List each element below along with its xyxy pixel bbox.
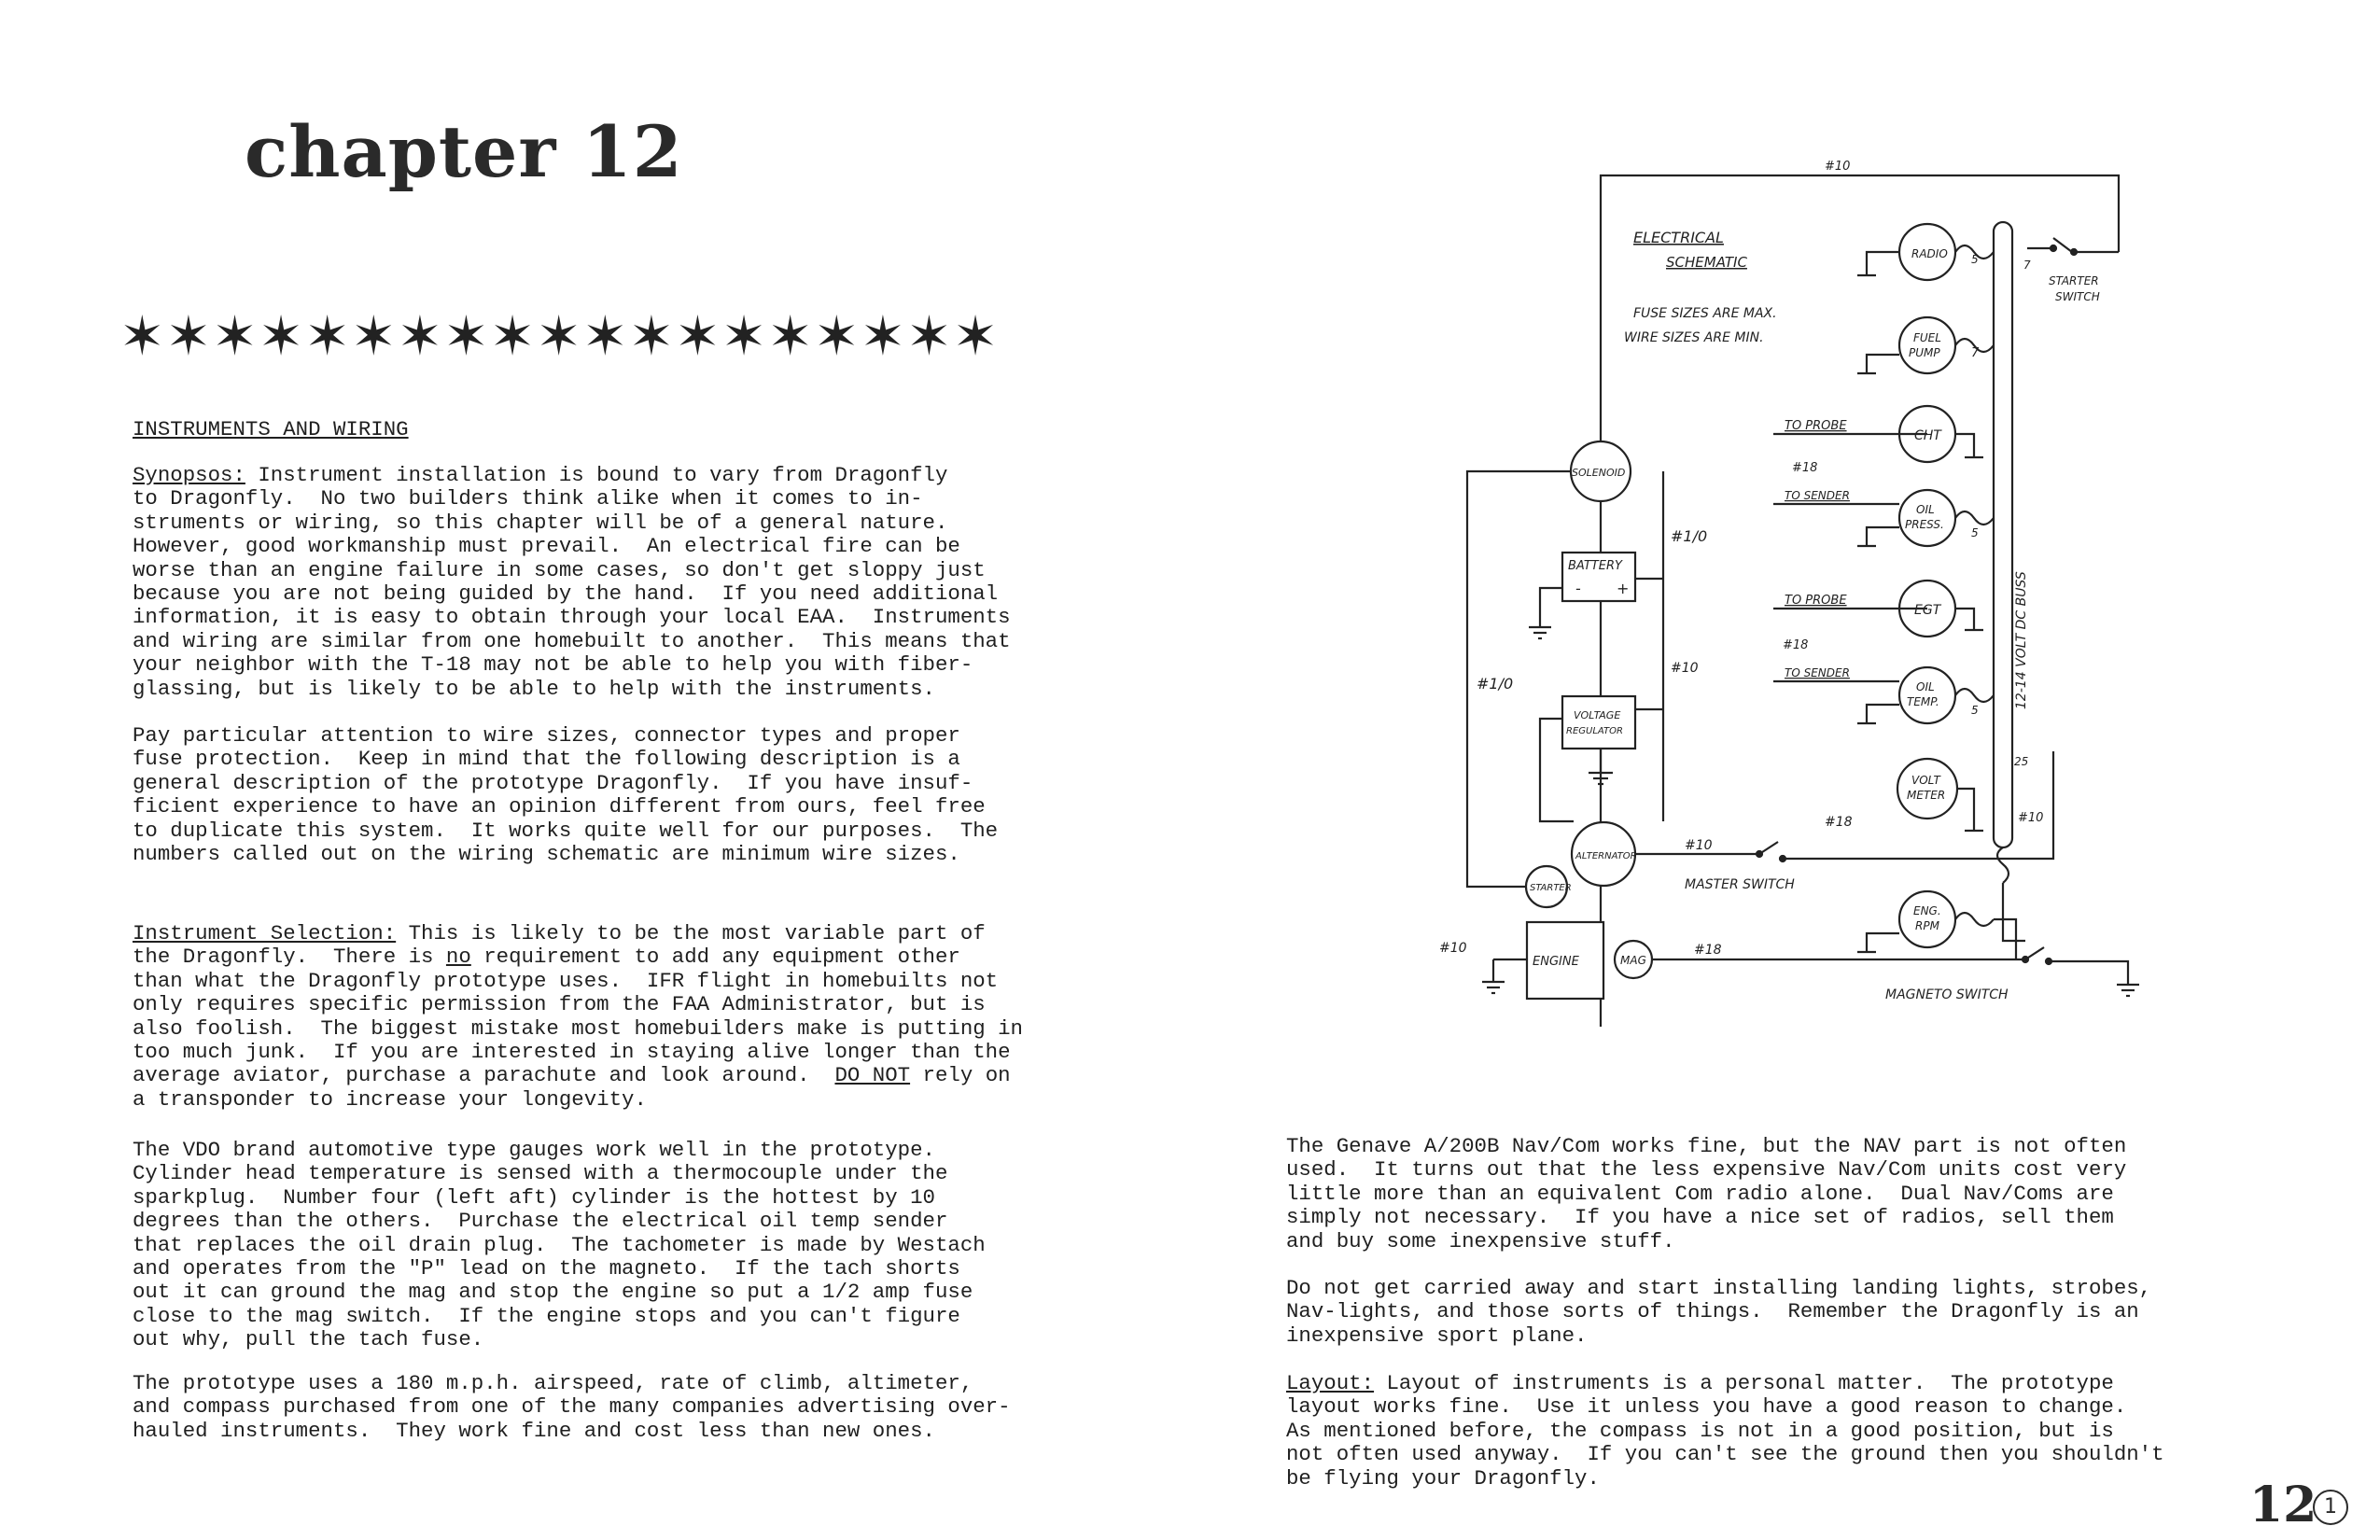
magneto-switch-label: MAGNETO SWITCH bbox=[1885, 987, 2009, 1002]
wire-size-top: #10 bbox=[1825, 160, 1851, 174]
fuse-fuel-7: 7 bbox=[1971, 346, 1980, 360]
fuse-temp-5: 5 bbox=[1971, 704, 1979, 717]
to-sender-oil: TO SENDER bbox=[1785, 489, 1850, 502]
to-sender-temp: TO SENDER bbox=[1785, 666, 1850, 679]
selection-middle: than what the Dragonfly prototype uses. IFR flight in homebuilts not only requires specific permission from the FAA Administrator, but is also foolish. The biggest mistake most homebuilders make is putting in too much junk. If you are interested in staying alive longer than the bbox=[133, 968, 1023, 1065]
engine-label: ENGINE bbox=[1533, 955, 1579, 969]
fuel-pump-label-2: PUMP bbox=[1909, 346, 1940, 359]
selection-line-8: a transponder to increase your longevity. bbox=[133, 1086, 647, 1112]
oil-temp-label-1: OIL bbox=[1916, 680, 1935, 693]
page-number: 12 bbox=[2249, 1477, 2317, 1533]
layout-paragraph bbox=[1286, 1372, 2164, 1491]
fuse-25: 25 bbox=[2014, 755, 2029, 768]
synopsis-first-line: Instrument installation is bound to vary from Dragonfly bbox=[245, 463, 948, 487]
selection-label: Instrument Selection: bbox=[133, 921, 397, 945]
schematic-title-1: ELECTRICAL bbox=[1633, 229, 1724, 246]
selection-line-2a: the Dragonfly. There is bbox=[133, 945, 446, 970]
section-heading: INSTRUMENTS AND WIRING bbox=[133, 417, 409, 441]
selection-no: no bbox=[445, 945, 471, 970]
selection-do-not: DO NOT bbox=[834, 1063, 911, 1088]
egt-gauge-label: EGT bbox=[1914, 603, 1941, 618]
wire-size-buss: #10 bbox=[2018, 811, 2044, 825]
layout-body: layout works fine. Use it unless you have a good reason to change. As mentioned before, the compass is not in a good position, but is not often used anyway. If you can't see the ground then you shouldn't be flying your Dragonfly. bbox=[1286, 1394, 2164, 1491]
battery-label: BATTERY bbox=[1568, 559, 1622, 573]
wire-size-regulator: #10 bbox=[1671, 661, 1699, 676]
layout-label: Layout: bbox=[1286, 1371, 1375, 1395]
layout-first-line: Layout of instruments is a personal matter. The prototype bbox=[1374, 1371, 2114, 1395]
battery-plus: + bbox=[1617, 580, 1630, 597]
solenoid-label: SOLENOID bbox=[1572, 467, 1626, 479]
regulator-label-1: VOLTAGE bbox=[1574, 709, 1621, 721]
buss-label: 12-14 VOLT DC BUSS bbox=[2014, 571, 2029, 709]
regulator-label-2: REGULATOR bbox=[1566, 726, 1623, 736]
to-probe-egt: TO PROBE bbox=[1785, 594, 1847, 608]
wire-size-engine: #10 bbox=[1439, 941, 1467, 956]
wire-note: WIRE SIZES ARE MIN. bbox=[1624, 330, 1764, 345]
instrument-selection-paragraph bbox=[133, 922, 1023, 1112]
wire-size-egt: #18 bbox=[1783, 638, 1809, 652]
voltmeter-label-1: VOLT bbox=[1911, 774, 1940, 787]
wire-size-voltmeter: #18 bbox=[1825, 815, 1853, 830]
fuel-pump-label-1: FUEL bbox=[1913, 331, 1941, 344]
cht-gauge-label: CHT bbox=[1914, 428, 1941, 443]
electrical-schematic bbox=[1400, 149, 2165, 1027]
fuse-radio-7: 7 bbox=[2023, 259, 2031, 272]
starter-label: STARTER bbox=[1530, 883, 1572, 893]
lights-paragraph: Do not get carried away and start installing landing lights, strobes, Nav-lights, and those sorts of things. Remember the Dragonfly is an inexpensive sport plane. bbox=[1286, 1276, 2152, 1348]
wire-sizes-paragraph: Pay particular attention to wire sizes, connector types and proper fuse protection. Keep in mind that the following description is a general description of the prototype Dragonfly. If you have insuf- ficient experience to have an opinion different from ours, feel free to duplicate this system. It works quite well for our purposes. The numbers called out on the wiring schematic are minimum wire sizes. bbox=[133, 723, 999, 867]
chapter-title: chapter 12 bbox=[245, 110, 683, 193]
selection-line-7b: rely on bbox=[910, 1063, 1011, 1088]
selection-line-2b: requirement to add any equipment other bbox=[470, 945, 960, 970]
schematic-title-2: SCHEMATIC bbox=[1666, 254, 1747, 271]
tach-label-1: ENG. bbox=[1913, 904, 1941, 917]
oil-press-label-2: PRESS. bbox=[1905, 518, 1944, 531]
master-switch-label: MASTER SWITCH bbox=[1685, 877, 1795, 892]
tach-label-2: RPM bbox=[1915, 919, 1939, 932]
alternator-label: ALTERNATOR bbox=[1575, 851, 1637, 861]
fuse-radio-5: 5 bbox=[1971, 253, 1979, 266]
starter-switch-label-2: SWITCH bbox=[2055, 290, 2100, 303]
battery-minus: - bbox=[1575, 580, 1581, 597]
synopsis-body: to Dragonfly. No two builders think alike when it comes to in- struments or wiring, so this chapter will be of a general nature. However, good workmanship must prevail. An electrical fire can be worse than an engine failure in some cases, so don't get sloppy just because you are not being guided by the hand. If you need additional information, it is easy to obtain through your local EAA. Instruments and wiring are similar from one homebuilt to another. This means that your neighbor with the T-18 may not be able to help you with fiber- glassing, but is likely to be able to help with the instruments. bbox=[133, 486, 1011, 701]
oil-press-label-1: OIL bbox=[1916, 503, 1935, 516]
page-subnumber: 1 bbox=[2313, 1490, 2348, 1525]
wire-size-battery: #1/0 bbox=[1671, 527, 1708, 545]
wire-size-alternator: #10 bbox=[1685, 838, 1713, 853]
synopsis-label: Synopsos: bbox=[133, 463, 245, 487]
voltmeter-label-2: METER bbox=[1907, 789, 1946, 802]
selection-line-7a: average aviator, purchase a parachute and look around. bbox=[133, 1063, 835, 1088]
oil-temp-label-2: TEMP. bbox=[1907, 695, 1939, 708]
to-probe-cht: TO PROBE bbox=[1785, 419, 1847, 433]
wire-size-cht: #18 bbox=[1792, 461, 1818, 475]
synopsis-paragraph bbox=[133, 464, 1011, 701]
vdo-gauges-paragraph: The VDO brand automotive type gauges work well in the prototype. Cylinder head temperature is sensed with a thermocouple under the sparkplug. Number four (left aft) cylinder is the hottest by 10 degrees than the others. Purchase the electrical oil temp sender that replaces the oil drain plug. The tachometer is made by Westach and operates from the "P" lead on the magneto. If the tach shorts out it can ground the mag and stop the engine so put a 1/2 amp fuse close to the mag switch. If the engine stops and you can't figure out why, pull the tach fuse. bbox=[133, 1138, 986, 1352]
fuse-oil-5: 5 bbox=[1971, 526, 1979, 539]
radio-gauge-label: RADIO bbox=[1911, 247, 1948, 260]
starter-switch-label-1: STARTER bbox=[2049, 274, 2099, 287]
wire-size-left: #1/0 bbox=[1477, 675, 1514, 693]
navcom-paragraph: The Genave A/200B Nav/Com works fine, but the NAV part is not often used. It turns out that the less expensive Nav/Com units cost very little more than an equivalent Com radio alone. Dual Nav/Coms are simply not necessary. If you have a nice set of radios, sell them and buy some inexpensive stuff. bbox=[1286, 1134, 2127, 1253]
selection-line-1: This is likely to be the most variable part of bbox=[396, 921, 986, 945]
airspeed-paragraph: The prototype uses a 180 m.p.h. airspeed, rate of climb, altimeter, and compass purchased from one of the many companies advertising over- hauled instruments. They work fine and cost less than new ones. bbox=[133, 1371, 1011, 1443]
fuse-note: FUSE SIZES ARE MAX. bbox=[1633, 306, 1777, 321]
wire-size-mag: #18 bbox=[1694, 943, 1722, 958]
star-divider: ✶✶✶✶✶✶✶✶✶✶✶✶✶✶✶✶✶✶✶ bbox=[119, 304, 1000, 368]
mag-label: MAG bbox=[1620, 954, 1646, 967]
